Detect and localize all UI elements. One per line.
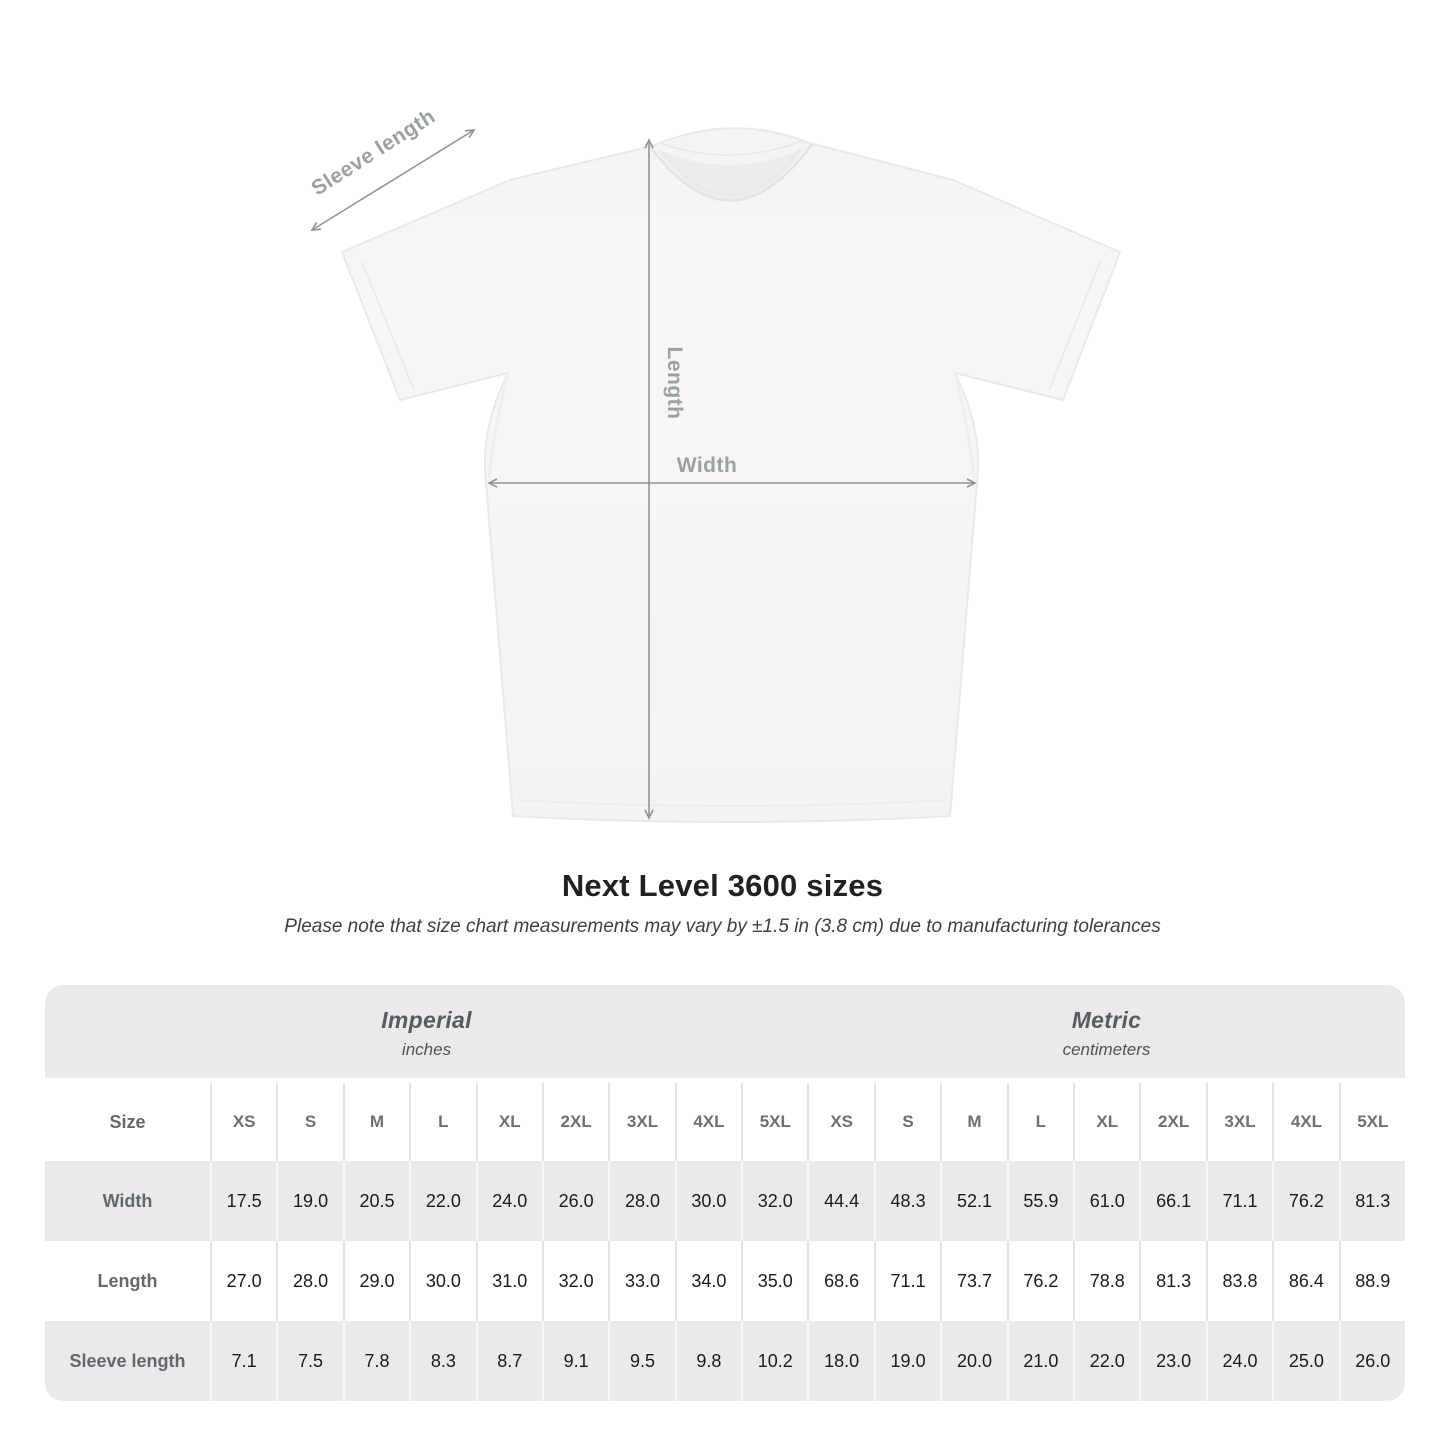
length-label: Length [663, 346, 686, 420]
tolerance-note: Please note that size chart measurements may vary by ±1.5 in (3.8 cm) due to manufacturing tolerances [284, 916, 1161, 937]
table-cell: 17.5 [210, 1161, 276, 1241]
metric-label: Metric [1071, 1007, 1142, 1033]
table-row-length [45, 1241, 1405, 1321]
table-cell: 18.0 [807, 1321, 873, 1401]
size-col-header: XS [210, 1083, 276, 1161]
size-col-header: 4XL [675, 1083, 741, 1161]
metric-header [808, 985, 1405, 1078]
table-cell: 81.3 [1139, 1241, 1205, 1321]
table-cell: 29.0 [343, 1241, 409, 1321]
size-col-header: 3XL [608, 1083, 674, 1161]
table-cell: 8.3 [409, 1321, 475, 1401]
size-col-header: XL [1073, 1083, 1139, 1161]
table-cell: 27.0 [210, 1241, 276, 1321]
table-cell: 8.7 [476, 1321, 542, 1401]
table-cell: 31.0 [476, 1241, 542, 1321]
table-cell: 22.0 [409, 1161, 475, 1241]
table-cell: 9.5 [608, 1321, 674, 1401]
size-col-header: XS [807, 1083, 873, 1161]
table-cell: 71.1 [1206, 1161, 1272, 1241]
size-col-header: 3XL [1206, 1083, 1272, 1161]
table-cell: 86.4 [1272, 1241, 1338, 1321]
size-col-header: 5XL [1339, 1083, 1405, 1161]
size-col-header: M [343, 1083, 409, 1161]
width-label: Width [676, 454, 738, 477]
table-cell: 55.9 [1007, 1161, 1073, 1241]
table-cell: 71.1 [874, 1241, 940, 1321]
table-cell: 52.1 [940, 1161, 1006, 1241]
table-cell: 81.3 [1339, 1161, 1405, 1241]
row-label: Width [102, 1190, 153, 1211]
table-cell: 9.8 [675, 1321, 741, 1401]
table-cell: 7.8 [343, 1321, 409, 1401]
table-cell: 24.0 [476, 1161, 542, 1241]
table-cell: 30.0 [409, 1241, 475, 1321]
table-row-sleeve-length [45, 1321, 1405, 1401]
table-cell: 22.0 [1073, 1321, 1139, 1401]
table-cell: 61.0 [1073, 1161, 1139, 1241]
table-cell: 68.6 [807, 1241, 873, 1321]
page-title: Next Level 3600 sizes [561, 868, 884, 903]
table-cell: 20.5 [343, 1161, 409, 1241]
table-cell: 34.0 [675, 1241, 741, 1321]
size-col-header: S [874, 1083, 940, 1161]
table-cell: 19.0 [874, 1321, 940, 1401]
row-label: Length [97, 1270, 158, 1291]
table-cell: 28.0 [276, 1241, 342, 1321]
size-header-row [45, 1083, 1405, 1161]
table-cell: 26.0 [542, 1161, 608, 1241]
table-cell: 7.1 [210, 1321, 276, 1401]
imperial-header [45, 985, 808, 1078]
table-cell: 44.4 [807, 1161, 873, 1241]
table-cell: 20.0 [940, 1321, 1006, 1401]
heading [0, 868, 1445, 938]
table-row-width [45, 1161, 1405, 1241]
table-cell: 88.9 [1339, 1241, 1405, 1321]
size-col-header: L [1007, 1083, 1073, 1161]
table-cell: 30.0 [675, 1161, 741, 1241]
table-cell: 78.8 [1073, 1241, 1139, 1321]
table-cell: 32.0 [542, 1241, 608, 1321]
unit-header-band [45, 985, 1405, 1078]
table-cell: 28.0 [608, 1161, 674, 1241]
size-header-label: Size [109, 1111, 146, 1132]
table-cell: 25.0 [1272, 1321, 1338, 1401]
table-cell: 35.0 [741, 1241, 807, 1321]
table-cell: 83.8 [1206, 1241, 1272, 1321]
size-col-header: 5XL [741, 1083, 807, 1161]
size-col-header: 4XL [1272, 1083, 1338, 1161]
size-col-header: XL [476, 1083, 542, 1161]
table-cell: 23.0 [1139, 1321, 1205, 1401]
table-cell: 26.0 [1339, 1321, 1405, 1401]
size-col-header: L [409, 1083, 475, 1161]
metric-units: centimeters [1062, 1040, 1151, 1059]
table-cell: 19.0 [276, 1161, 342, 1241]
table-cell: 76.2 [1272, 1161, 1338, 1241]
size-col-header: S [276, 1083, 342, 1161]
table-cell: 33.0 [608, 1241, 674, 1321]
table-cell: 66.1 [1139, 1161, 1205, 1241]
table-cell: 32.0 [741, 1161, 807, 1241]
table-cell: 76.2 [1007, 1241, 1073, 1321]
table-cell: 48.3 [874, 1161, 940, 1241]
table-cell: 21.0 [1007, 1321, 1073, 1401]
table-cell: 73.7 [940, 1241, 1006, 1321]
size-chart-table [45, 985, 1405, 1401]
table-cell: 9.1 [542, 1321, 608, 1401]
sleeve-length-label: Sleeve length [307, 104, 440, 201]
row-label: Sleeve length [69, 1350, 186, 1371]
imperial-units: inches [401, 1040, 452, 1059]
table-cell: 24.0 [1206, 1321, 1272, 1401]
size-col-header: 2XL [542, 1083, 608, 1161]
size-col-header: 2XL [1139, 1083, 1205, 1161]
size-col-header: M [940, 1083, 1006, 1161]
table-cell: 10.2 [741, 1321, 807, 1401]
table-cell: 7.5 [276, 1321, 342, 1401]
imperial-label: Imperial [381, 1007, 472, 1033]
